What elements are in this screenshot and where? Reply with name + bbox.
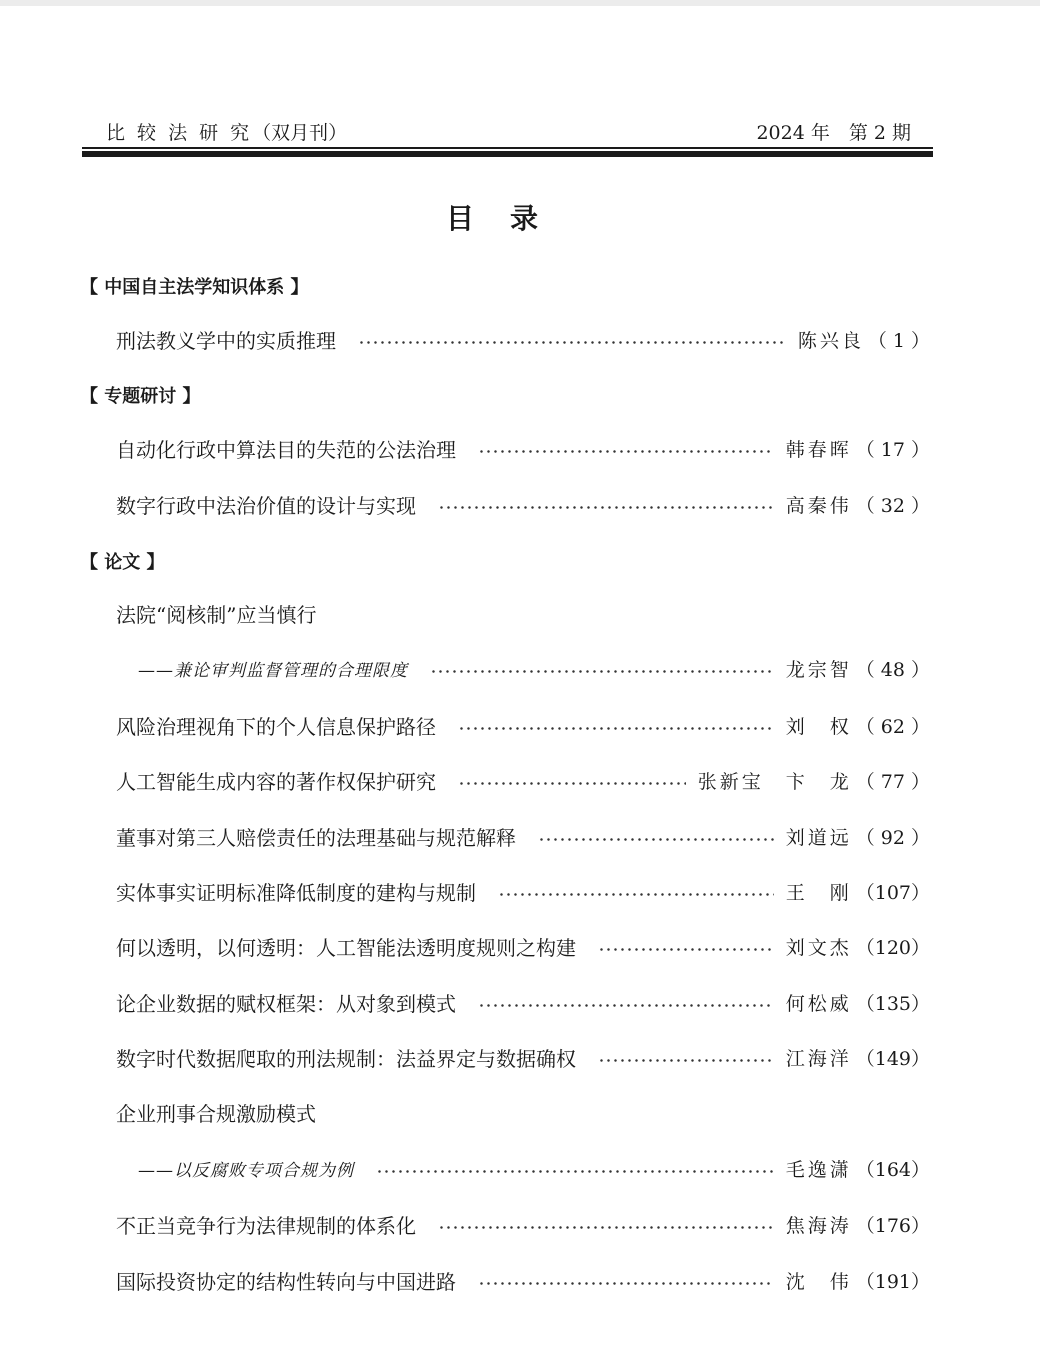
entry-author: 焦海涛 bbox=[785, 1214, 852, 1237]
toc-entry[interactable] bbox=[116, 765, 930, 795]
leader-dots bbox=[358, 324, 786, 354]
toc-entry-subtitle[interactable] bbox=[116, 653, 930, 683]
toc-entry[interactable] bbox=[116, 324, 930, 354]
entry-page: （149） bbox=[855, 1047, 930, 1070]
entry-title: 数字行政中法治价值的设计与实现 bbox=[116, 493, 416, 518]
toc-entry[interactable] bbox=[116, 433, 930, 463]
entry-page: （ 32 ） bbox=[855, 494, 930, 517]
entry-title: 刑法教义学中的实质推理 bbox=[116, 328, 336, 353]
entry-subtitle: ——兼论审判监督管理的合理限度 bbox=[138, 660, 408, 681]
toc-entry[interactable] bbox=[116, 821, 930, 851]
entry-page: （191） bbox=[855, 1270, 930, 1293]
entry-author: 江海洋 bbox=[785, 1047, 852, 1070]
entry-page: （ 77 ） bbox=[855, 770, 930, 793]
leader-dots bbox=[458, 765, 686, 795]
toc-entry[interactable] bbox=[116, 931, 930, 961]
entry-title: 国际投资协定的结构性转向与中国进路 bbox=[116, 1269, 456, 1294]
journal-title: 比 较 法 研 究 bbox=[106, 122, 253, 144]
entry-author: 刘文杰 bbox=[785, 936, 852, 959]
entry-author: 王 刚 bbox=[785, 881, 852, 904]
leader-dots bbox=[538, 821, 774, 851]
leader-dots bbox=[458, 710, 774, 740]
entry-page: （120） bbox=[855, 936, 930, 959]
entry-page: （ 48 ） bbox=[855, 658, 930, 681]
entry-author: 刘道远 bbox=[785, 826, 852, 849]
leader-dots bbox=[598, 931, 774, 961]
section-heading-chinese-legal-knowledge: 【 中国自主法学知识体系 】 bbox=[80, 277, 309, 298]
section-heading-special-topics: 【 专题研讨 】 bbox=[80, 386, 201, 407]
toc-entry-subtitle[interactable] bbox=[116, 1153, 930, 1183]
toc-entry[interactable] bbox=[116, 710, 930, 740]
header-rule-thick bbox=[82, 151, 933, 157]
entry-page: （ 62 ） bbox=[855, 715, 930, 738]
header-rule-thin bbox=[82, 147, 933, 149]
entry-title: 自动化行政中算法目的失范的公法治理 bbox=[116, 437, 456, 462]
leader-dots bbox=[438, 489, 774, 519]
toc-entry-main-title[interactable] bbox=[116, 1097, 930, 1127]
entry-title: 何以透明，以何透明：人工智能法透明度规则之构建 bbox=[116, 935, 576, 960]
entry-title: 人工智能生成内容的著作权保护研究 bbox=[116, 769, 436, 794]
leader-dots bbox=[478, 987, 774, 1017]
leader-dots bbox=[478, 433, 774, 463]
entry-author: 韩春晖 bbox=[785, 438, 852, 461]
toc-entry[interactable] bbox=[116, 876, 930, 906]
section-heading-papers: 【 论文 】 bbox=[80, 552, 165, 573]
entry-title: 风险治理视角下的个人信息保护路径 bbox=[116, 714, 436, 739]
entry-author: 高秦伟 bbox=[785, 494, 852, 517]
leader-dots bbox=[478, 1265, 774, 1295]
entry-page: （135） bbox=[855, 992, 930, 1015]
toc-entry[interactable] bbox=[116, 1042, 930, 1072]
journal-frequency: （双月刊） bbox=[252, 122, 348, 144]
entry-author: 陈兴良 bbox=[797, 329, 864, 352]
entry-title: 企业刑事合规激励模式 bbox=[116, 1101, 316, 1126]
running-header bbox=[82, 116, 933, 146]
entry-title: 董事对第三人赔偿责任的法理基础与规范解释 bbox=[116, 825, 516, 850]
toc-entry[interactable] bbox=[116, 489, 930, 519]
entry-title: 法院“阅核制”应当慎行 bbox=[116, 602, 317, 627]
entry-author: 刘 权 bbox=[785, 715, 852, 738]
entry-author: 何松威 bbox=[785, 992, 852, 1015]
entry-page: （ 17 ） bbox=[855, 438, 930, 461]
entry-page: （176） bbox=[855, 1214, 930, 1237]
issue-label: 2024 年 第 2 期 bbox=[756, 122, 911, 144]
entry-title: 实体事实证明标准降低制度的建构与规制 bbox=[116, 880, 476, 905]
entry-page: （164） bbox=[855, 1158, 930, 1181]
entry-title: 数字时代数据爬取的刑法规制：法益界定与数据确权 bbox=[116, 1046, 576, 1071]
page-title: 目录 bbox=[445, 202, 574, 235]
journal-name bbox=[106, 118, 347, 145]
entry-page: （ 1 ） bbox=[867, 329, 930, 352]
leader-dots bbox=[430, 653, 774, 683]
entry-page: （ 92 ） bbox=[855, 826, 930, 849]
toc-entry[interactable] bbox=[116, 1209, 930, 1239]
entry-title: 论企业数据的赋权框架：从对象到模式 bbox=[116, 991, 456, 1016]
entry-title: 不正当竞争行为法律规制的体系化 bbox=[116, 1213, 416, 1238]
toc-entry[interactable] bbox=[116, 1265, 930, 1295]
entry-subtitle: ——以反腐败专项合规为例 bbox=[138, 1160, 354, 1181]
toc-entry-main-title[interactable] bbox=[116, 598, 930, 628]
entry-author: 毛逸潇 bbox=[785, 1158, 852, 1181]
leader-dots bbox=[598, 1042, 774, 1072]
leader-dots bbox=[376, 1153, 774, 1183]
leader-dots bbox=[438, 1209, 774, 1239]
toc-entry[interactable] bbox=[116, 987, 930, 1017]
top-border bbox=[0, 0, 1040, 6]
entry-author: 龙宗智 bbox=[785, 658, 852, 681]
entry-page: （107） bbox=[855, 881, 930, 904]
entry-author: 张新宝 卞 龙 bbox=[697, 770, 852, 793]
entry-author: 沈 伟 bbox=[785, 1270, 852, 1293]
leader-dots bbox=[498, 876, 774, 906]
